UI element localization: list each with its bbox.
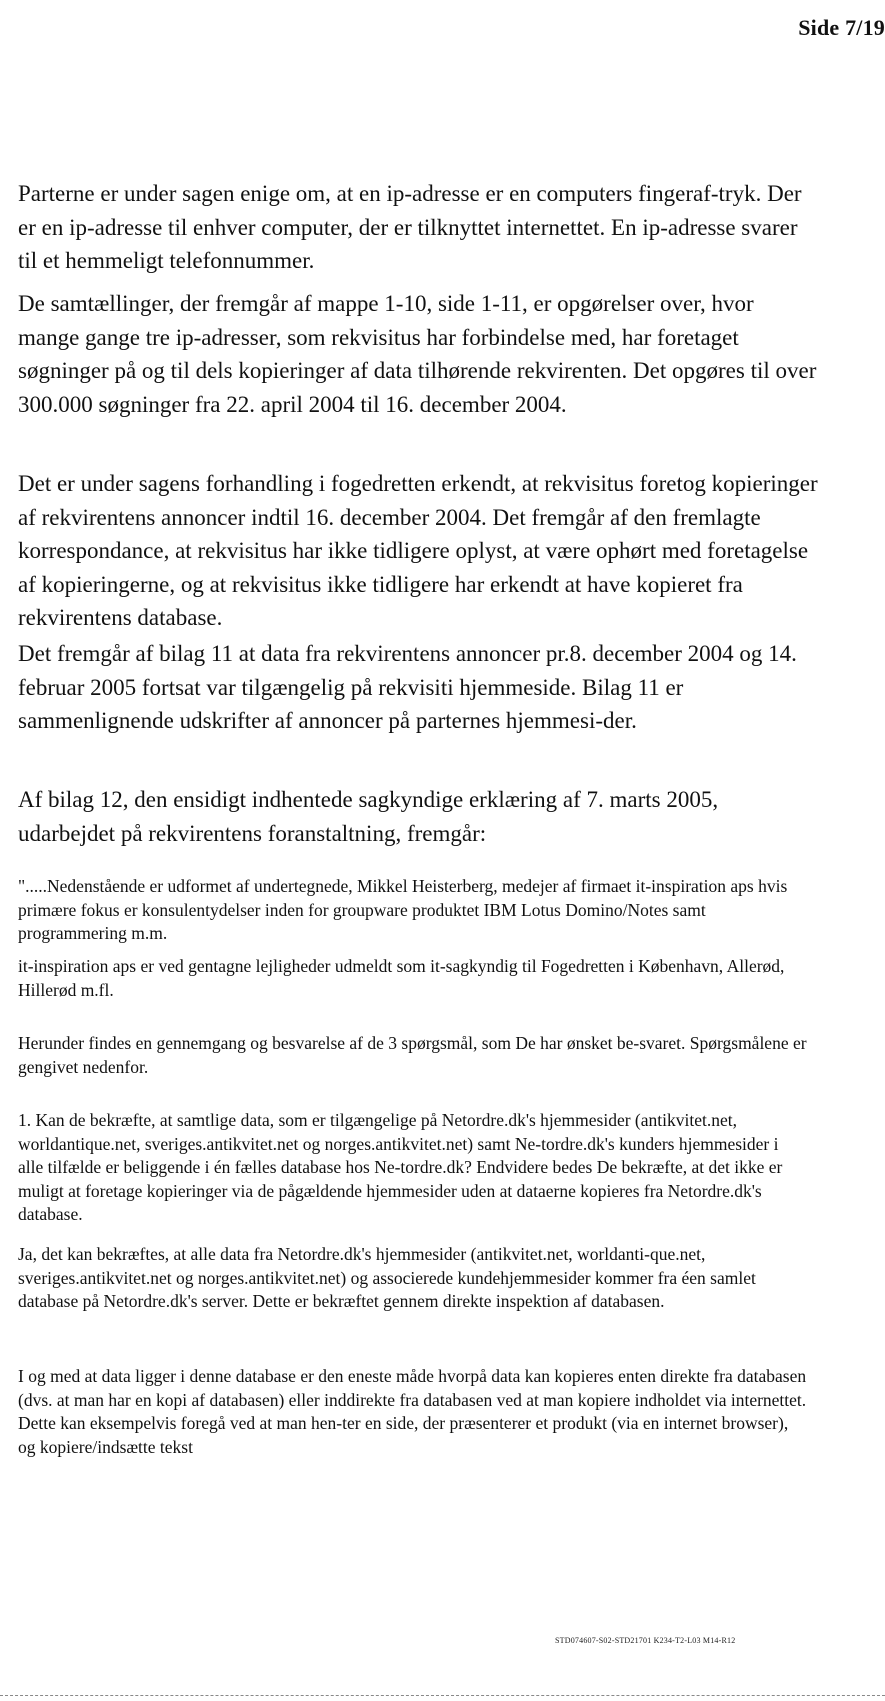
- paragraph-ip-address: Parterne er under sagen enige om, at en ip-adresse er en computers fingeraf-tryk. Der er en ip-adresse til enhver computer, der er tilknyttet internettet. En ip-adresse svarer til et hemmeligt telefonnummer.: [18, 181, 802, 273]
- quote-copy-explanation: I og med at data ligger i denne database er den eneste måde hvorpå data kan kopieres enten direkte fra databasen (dvs. at man har en kopi af databasen) eller inddirekte fra databasen ved at man kopiere indholdet via internettet. Dette kan eksempelvis foregå ved at man hen-ter en side, der præsenterer et produkt (via en internet browser), og kopiere/indsætte tekst: [18, 1366, 807, 1457]
- quote-answer-1: Ja, det kan bekræftes, at alle data fra Netordre.dk's hjemmesider (antikvitet.net, worldanti-que.net, sveriges.antikvitet.net og norges.antikvitet.net) og associerede kundehjemmesider kommer fra éen samlet database på Netordre.dk's server. Dette er bekræftet gennem direkte inspektion af databasen.: [18, 1244, 756, 1311]
- quote-court-expert: it-inspiration aps er ved gentagne lejligheder udmeldt som it-sagkyndig til Fogedretten i København, Allerød, Hillerød m.fl.: [18, 956, 785, 1000]
- paragraph-fogedret-admission: Det er under sagens forhandling i fogedretten erkendt, at rekvisitus foretog kopieringer af rekvirentens annoncer indtil 16. december 2004. Det fremgår af den fremlagte korrespondance, at rekvisitus har ikke tidligere oplyst, at være ophørt med foretagelse af kopieringerne, og at rekvisitus ikke tidligere har erkendt at have kopieret fra rekvirentens database.: [18, 471, 818, 630]
- bottom-divider: [0, 1695, 885, 1697]
- paragraph-bilag-12-intro: Af bilag 12, den ensidigt indhentede sagkyndige erklæring af 7. marts 2005, udarbejdet på rekvirentens foranstaltning, fremgår:: [18, 787, 719, 846]
- document-code: STD074607-S02-STD21701 K234-T2-L03 M14-R12: [555, 1636, 736, 1645]
- paragraph-search-counts: De samtællinger, der fremgår af mappe 1-10, side 1-11, er opgørelser over, hvor mange gange tre ip-adresser, som rekvisitus har forbindelse med, har foretaget søgninger på og til dels kopieringer af data tilhørende rekvirenten. Det opgøres til over 300.000 søgninger fra 22. april 2004 til 16. december 2004.: [18, 291, 817, 417]
- page-number: Side 7/19: [798, 15, 885, 40]
- quote-questions-intro: Herunder findes en gennemgang og besvarelse af de 3 spørgsmål, som De har ønsket be-svaret. Spørgsmålene er gengivet nedenfor.: [18, 1033, 807, 1077]
- paragraph-bilag-11: Det fremgår af bilag 11 at data fra rekvirentens annoncer pr.8. december 2004 og 14. februar 2005 fortsat var tilgængelig på rekvisiti hjemmeside. Bilag 11 er sammenlignende udskrifter af annoncer på parternes hjemmesi-der.: [18, 641, 797, 733]
- quote-intro: ".....Nedenstående er udformet af undertegnede, Mikkel Heisterberg, medejer af firmaet it-inspiration aps hvis primære fokus er konsulentydelser inden for groupware produktet IBM Lotus Domino/Notes samt programmering m.m.: [18, 876, 788, 943]
- quote-question-1: 1. Kan de bekræfte, at samtlige data, som er tilgængelige på Netordre.dk's hjemmesider (antikvitet.net, worldantique.net, sveriges.antikvitet.net og norges.antikvitet.net) samt Ne-tordre.dk's kunders hjemmesider i alle tilfælde er beliggende i én fælles database hos Ne-tordre.dk? Endvidere bedes De bekræfte, at det ikke er muligt at foretage kopieringer via de pågældende hjemmesider uden at dataerne kopieres fra Netordre.dk's database.: [18, 1110, 783, 1224]
